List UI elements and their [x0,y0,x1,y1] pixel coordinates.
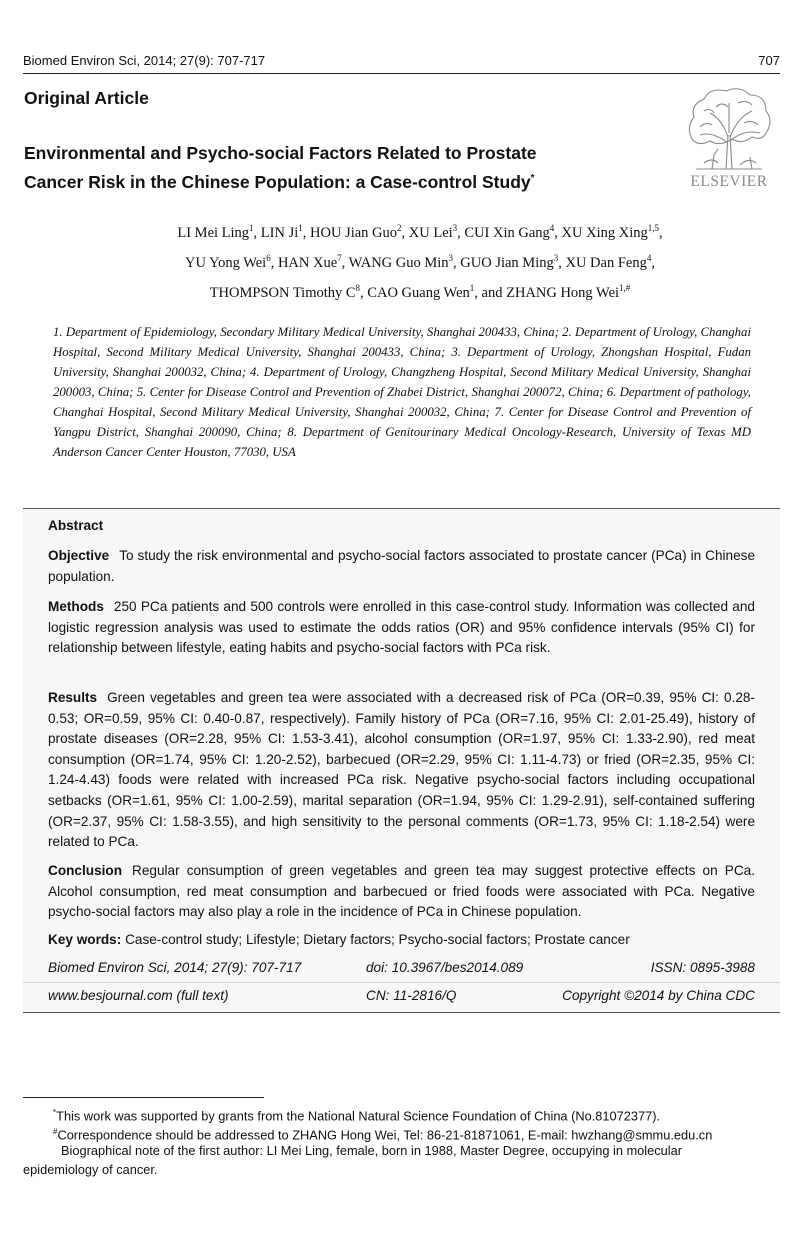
results-text: Green vegetables and green tea were associated with a decreased risk of PCa (OR=0.39, 95% CI: 0.28-0.53; OR=0.59, 95% CI: 0.40-0.87, respectively). Family history of PCa (OR=7.16, 95% CI: 2.01-25.49), history of prostate diseases (OR=2.28, 95% CI: 1.53-3.41), alcohol consumption (OR=1.97, 95% CI: 1.33-2.90), red meat consumption (OR=1.74, 95% CI: 1.20-2.52), barbecued (OR=2.29, 95% CI: 1.11-4.73) or fried (OR=2.35, 95% CI: 1.24-4.43) foods were related with increased PCa risk. Negative psycho-social factors including occupational setbacks (OR=1.61, 95% CI: 1.00-2.59), marital separation (OR=1.94, 95% CI: 1.29-2.91), self-contained suffering (OR=2.37, 95% CI: 1.58-3.55), and high sensitivity to the personal comments (OR=1.73, 95% CI: 1.18-2.54) were related to PCa. [48,690,755,850]
author-affil-mark: 4 [549,223,555,233]
author-name: HOU Jian Guo [310,224,398,241]
title-line-1: Environmental and Psycho-social Factors Related to Prostate [24,143,537,163]
author-affil-mark: 3 [553,252,559,263]
author-name: YU Yong Wei [185,254,267,271]
citation-issn: ISSN: 0895-3988 [650,960,755,975]
affiliations: 1. Department of Epidemiology, Secondary Military Medical University, Shanghai 200433, China; 2. Department of Urology, Changhai Hospital, Second Military Medical University, Shanghai 200433, China; 3. Department of Urology, Zhongshan Hospital, Fudan University, Shanghai 200032, China; 4. Department of Urology, Changzheng Hospital, Second Military Medical University, Shanghai 200003, China; 5. Center for Disease Control and Prevention of Zhabei District, Shanghai 200072, China; 6. Department of pathology, Changhai Hospital, Second Military Medical University, Shanghai 200032, China; 7. Center for Disease Control and Prevention of Yangpu District, Shanghai 200090, China; 8. Department of Genitourinary Medical Oncology-Research, University of Texas MD Anderson Cancer Center Houston, 77030, USA [53,325,751,459]
citation-journal: Biomed Environ Sci, 2014; 27(9): 707-717 [48,960,302,975]
footnote-rule [23,1097,264,1098]
conclusion-label: Conclusion [48,863,123,878]
author-line: YU Yong Wei$^6$, HAN Xue$^7$, WANG Guo Min$^3$, GUO Jian Ming$^3$, XU Dan Feng$^4$, [185,252,655,271]
author-name: XU Lei [408,224,453,241]
correspondence-mark: # [53,1127,58,1136]
funding-mark: * [53,1108,57,1117]
author-name: ZHANG Hong Wei [506,284,620,301]
publisher-logo[interactable] [678,83,780,193]
author-name: XU Dan Feng [565,254,647,271]
citation-doi[interactable]: doi: 10.3967/bes2014.089 [366,960,524,975]
header-rule [23,73,780,74]
journal-website-link[interactable]: www.besjournal.com (full text) [48,988,229,1003]
citation-cn: CN: 11-2816/Q [366,988,457,1003]
title-footnote-mark: * [530,173,535,184]
keywords-label: Key words: [48,932,122,947]
author-name: XU Xing Xing [561,224,648,241]
author-affil-mark: 3 [448,252,454,263]
author-affil-mark: 1 [249,223,254,233]
elsevier-wordmark: ELSEVIER [690,173,768,190]
abstract-heading: Abstract [48,518,104,533]
abstract-methods [48,597,755,659]
citation-divider [23,982,780,983]
journal-reference: Biomed Environ Sci, 2014; 27(9): 707-717 [23,53,266,68]
abstract-objective [48,546,755,587]
author-line: LI Mei Ling$^1$, LIN Ji$^1$, HOU Jian Guo$^2$, XU Lei$^3$, CUI Xin Gang$^4$, XU Xing Xing$^{1,5}$, [177,223,663,241]
author-name: LI Mei Ling [177,224,250,241]
author-line: THOMPSON Timothy $C^8$, CAO Guang Wen$^1$, and ZHANG Hong Wei$^{1,\#}$ [209,282,631,301]
methods-label: Methods [48,599,104,614]
author-name: GUO Jian Ming [460,254,554,271]
author-affil-mark: 3 [452,223,458,233]
objective-text: To study the risk environmental and psycho-social factors associated to prostate cancer (PCa) in Chinese population. [48,548,755,584]
author-name: WANG Guo Min [348,254,449,271]
abstract-results [48,688,755,853]
article-type: Original Article [24,88,149,108]
author-name: CAO Guang Wen [367,284,470,301]
objective-label: Objective [48,548,110,563]
author-name: HAN Xue [277,254,338,271]
tree-engraving-icon [682,83,776,171]
biographical-note-line-1: Biographical note of the first author: LI Mei Ling, female, born in 1988, Master Degree, occupying in molecular [61,1143,682,1158]
citation-copyright: Copyright ©2014 by China CDC [562,988,755,1003]
author-name: LIN Ji [260,224,299,241]
author-affil-mark: 7 [337,252,342,263]
running-head [23,53,780,73]
keywords-text: Case-control study; Lifestyle; Dietary factors; Psycho-social factors; Prostate cancer [125,932,630,947]
funding-footnote: *This work was supported by grants from the National Natural Science Foundation of China (No.81072377). [53,1108,661,1124]
author-affil-mark: 8 [355,282,361,293]
author-affil-mark: 4 [646,252,652,263]
citation-meta-row-2 [48,988,755,1008]
results-label: Results [48,690,98,705]
author-affil-mark: 6 [266,252,271,263]
author-affil-mark: 1 [298,223,303,233]
abstract-keywords [48,930,755,951]
citation-meta-row-1 [48,960,755,980]
conclusion-text: Regular consumption of green vegetables and green tea may suggest protective effects on PCa. Alcohol consumption, red meat consumption and barbecued or fried foods were associated with PCa. Negative psycho-social factors may also play a role in the incidence of PCa in Chinese population. [48,863,755,920]
author-name: THOMPSON Timothy C [209,284,356,301]
article-title [24,141,664,195]
abstract-conclusion [48,861,755,923]
title-line-2: Cancer Risk in the Chinese Population: a Case-control Study [24,171,531,192]
author-affil-mark: 1,5 [647,223,659,233]
methods-text: 250 PCa patients and 500 controls were enrolled in this case-control study. Information was collected and logistic regression analysis was used to estimate the odds ratios (OR) and 95% confidence intervals (95% CI) for relationship between lifestyle, eating habits and psycho-social factors with PCa risk. [48,599,755,656]
author-affil-mark: 2 [397,223,402,233]
page-number: 707 [758,53,780,68]
author-affil-mark: 1,# [619,282,631,293]
author-affil-mark: 1 [469,282,475,293]
author-name: CUI Xin Gang [464,224,550,241]
author-list [60,216,780,305]
correspondence-footnote: #Correspondence should be addressed to ZHANG Hong Wei, Tel: 86-21-81871061, E-mail: hwzhang@smmu.edu.cn [53,1127,713,1143]
biographical-note-line-2: epidemiology of cancer. [23,1162,158,1177]
